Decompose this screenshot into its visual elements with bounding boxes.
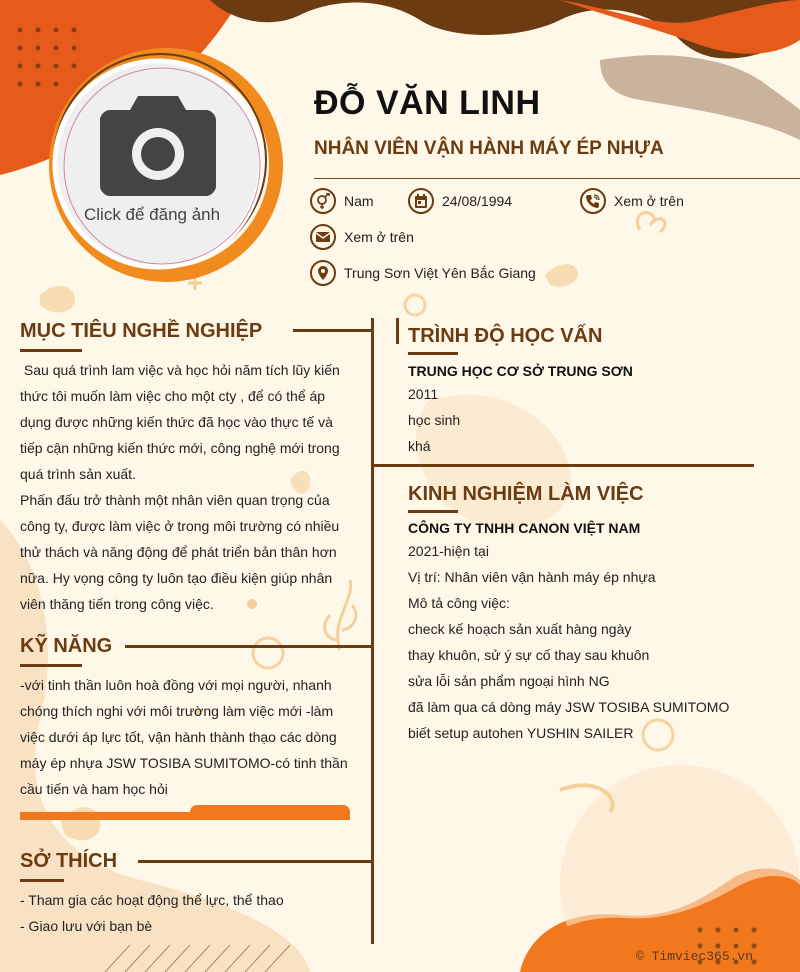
- skills-text: [20, 672, 360, 802]
- experience-block: [408, 518, 778, 746]
- contact-birthday: [408, 188, 512, 214]
- company-name: CÔNG TY TNHH CANON VIỆT NAM: [408, 520, 641, 536]
- location-pin-icon: [310, 260, 336, 286]
- calendar-icon: [408, 188, 434, 214]
- objective-line: Sau quá trình lam việc và học hỏi năm tích lũy kiến: [20, 362, 340, 378]
- gender-icon: [310, 188, 336, 214]
- email-icon: [310, 224, 336, 250]
- objective-underline: [20, 349, 82, 352]
- objective-text: [20, 357, 353, 617]
- objective-line: công ty, được làm việc ở trong môi trường có nhiều: [20, 518, 340, 534]
- objective-line: dụng được những kiến thức đã học vào thực tế và: [20, 414, 333, 430]
- hobbies-underline: [20, 879, 64, 882]
- education-underline: [408, 352, 458, 355]
- skills-line: việc dưới áp lực tốt, vận hành thành thạo các dòng: [20, 729, 337, 745]
- objective-line: viên thăng tiến trong công việc.: [20, 596, 214, 612]
- experience-heading: KINH NGHIỆM LÀM VIỆC: [408, 483, 644, 505]
- contact-gender: [310, 188, 374, 214]
- birthday-value: 24/08/1994: [442, 193, 513, 209]
- skills-line: chóng thích nghi với môi trường làm việc mới -làm: [20, 703, 334, 719]
- full-name: ĐỖ VĂN LINH: [314, 84, 541, 122]
- hobbies-heading: SỞ THÍCH: [20, 850, 118, 872]
- section-divider: [374, 464, 754, 467]
- objective-rule: [293, 329, 371, 332]
- experience-period: 2021-hiện tại: [408, 543, 489, 559]
- objective-line: nữa. Hy vọng công ty luôn tạo điều kiện giúp nhân: [20, 570, 333, 586]
- task-item: check kế hoạch sản xuất hàng ngày: [408, 621, 632, 637]
- education-year: 2011: [408, 386, 439, 402]
- education-accent: [396, 318, 399, 344]
- objective-heading: MỤC TIÊU NGHỀ NGHIỆP: [20, 320, 263, 342]
- objective-line: quá trình sản xuất.: [20, 466, 136, 482]
- skills-line: -với tinh thần luôn hoà đồng với mọi người, nhanh: [20, 677, 332, 693]
- skills-heading: KỸ NĂNG: [20, 635, 113, 657]
- hobby-item: - Giao lưu với bạn bè: [20, 918, 153, 934]
- contact-phone: [580, 188, 684, 214]
- task-item: biết setup autohen YUSHIN SAILER: [408, 725, 634, 741]
- watermark: © Timviec365.vn: [636, 949, 754, 964]
- education-grade: khá: [408, 438, 431, 454]
- task-item: sửa lỗi sản phẩm ngoại hình NG: [408, 673, 610, 689]
- photo-upload-label[interactable]: Click để đăng ảnh: [84, 205, 221, 224]
- objective-line: thức tôi muốn làm việc cho một cty , để có thể áp: [20, 388, 326, 404]
- email-value: Xem ở trên: [344, 229, 414, 245]
- experience-position: Vị trí: Nhân viên vận hành máy ép nhựa: [408, 569, 656, 585]
- camera-icon[interactable]: [100, 96, 216, 196]
- experience-underline: [408, 510, 458, 513]
- hobby-item: - Tham gia các hoạt động thể lực, thể thao: [20, 892, 284, 908]
- objective-line: Phấn đấu trở thành một nhân viên quan trọng của: [20, 492, 330, 508]
- skills-line: cầu tiến và ham học hỏi: [20, 781, 168, 797]
- contact-email: [310, 224, 414, 250]
- title-divider: [314, 178, 800, 179]
- skills-line: máy ép nhựa JSW TOSIBA SUMITOMO-có tinh thần: [20, 755, 348, 771]
- experience-desc-label: Mô tả công việc:: [408, 595, 510, 611]
- phone-icon: [580, 188, 606, 214]
- contact-address: [310, 260, 536, 286]
- hobbies-list: [20, 887, 360, 939]
- gender-value: Nam: [344, 193, 374, 209]
- address-value: Trung Sơn Việt Yên Bắc Giang: [344, 265, 536, 281]
- skills-rule: [125, 645, 371, 648]
- school-name: TRUNG HỌC CƠ SỞ TRUNG SƠN: [408, 363, 633, 379]
- task-item: đã làm qua cá dòng máy JSW TOSIBA SUMITOMO: [408, 699, 730, 715]
- job-title: NHÂN VIÊN VẬN HÀNH MÁY ÉP NHỰA: [314, 138, 664, 159]
- objective-line: thử thách và năng động để phát triển bản thân hơn: [20, 544, 337, 560]
- hobbies-rule: [138, 860, 371, 863]
- education-heading: TRÌNH ĐỘ HỌC VẤN: [408, 325, 603, 347]
- objective-line: tiếp cận những kiến thức mới, công nghệ mới trong: [20, 440, 340, 456]
- education-major: học sinh: [408, 412, 461, 428]
- task-item: thay khuôn, sử ý sự cố thay sau khuôn: [408, 647, 650, 663]
- skills-underline: [20, 664, 82, 667]
- phone-value: Xem ở trên: [614, 193, 684, 209]
- education-block: [408, 361, 758, 459]
